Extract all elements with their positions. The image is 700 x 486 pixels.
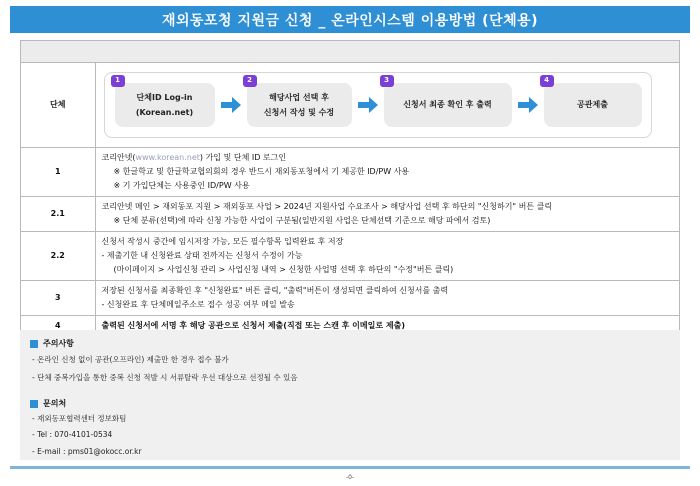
flow-step-2 — [247, 76, 352, 127]
flow-step-4 — [544, 76, 642, 127]
step-badge: 1 — [111, 75, 125, 87]
flow-step-text: 해당사업 선택 후 — [269, 92, 329, 102]
row-content — [95, 280, 679, 315]
row-line — [102, 151, 674, 165]
page-title-text: 재외동포청 지원금 신청 _ 온라인시스템 이용방법 (단체용) — [161, 12, 539, 29]
row-line: (마이페이지 > 사업신청 관리 > 사업신청 내역 > 신청한 사업명 선택 후 하단의 "수정"버튼 클릭) — [113, 264, 454, 274]
contact-heading — [30, 398, 66, 409]
row-line: - 제출기한 내 신청완료 상태 전까지는 신청서 수정이 가능 — [101, 250, 303, 260]
flow-step-text: (Korean.net) — [135, 107, 194, 117]
row-line: ※ 단체 분류(선택)에 따라 신청 가능한 사업이 구분됨(일반지원 사업은 단체선택 기준으로 해당 파에서 검토) — [113, 215, 491, 225]
table-row — [21, 147, 679, 196]
square-bullet-icon — [30, 340, 38, 348]
row-number: 1 — [21, 147, 95, 196]
caution-heading — [30, 338, 74, 349]
step-badge: 4 — [540, 75, 554, 87]
contact-line: - 재외동포협력센터 정보화팀 — [32, 414, 127, 423]
step-badge: 2 — [243, 75, 257, 87]
caution-line: - 온라인 신청 없이 공관(오프라인) 제출만 한 경우 접수 불가 — [32, 355, 229, 364]
square-bullet-icon — [30, 400, 38, 408]
row-number: 2.1 — [21, 196, 95, 231]
row-number: 3 — [21, 280, 95, 315]
row-line: 저장된 신청서를 최종확인 후 "신청완료" 버튼 클릭, "출력"버튼이 생성되면 클릭하여 신청서를 출력 — [101, 285, 449, 295]
flow-step-text: 신청서 최종 확인 후 출력 — [403, 100, 492, 110]
contact-title: 문의처 — [43, 399, 67, 408]
step-badge: 3 — [380, 75, 394, 87]
steps-table — [21, 63, 679, 337]
row-number: 4 — [21, 315, 95, 336]
frame-header-strip — [21, 41, 679, 63]
contact-phone: - Tel : 070-4101-0534 — [32, 430, 113, 439]
caution-line: - 단체 중복가입을 통한 중복 신청 적발 시 서류탈락 우선 대상으로 선정될 수 있음 — [32, 373, 298, 382]
row-content — [95, 147, 679, 196]
koreannet-link[interactable]: www.korean.net — [135, 152, 200, 162]
flow-step-text: 단체ID Log-in — [136, 92, 193, 102]
flow-step-1 — [115, 76, 215, 127]
flow-diagram — [104, 72, 652, 138]
table-row — [21, 280, 679, 315]
notes-panel — [20, 330, 680, 460]
flow-step-text: 신청서 작성 및 수정 — [263, 107, 335, 117]
row-line: 코리안넷 메인 > 재외동포 지원 > 재외동포 사업 > 2024년 지원사업 수요조사 > 해당사업 선택 후 하단의 "신청하기" 버튼 클릭 — [101, 201, 553, 211]
bottom-divider — [10, 466, 690, 469]
table-row — [21, 231, 679, 280]
flow-row — [21, 63, 679, 147]
caution-title: 주의사항 — [43, 339, 74, 348]
row-line: 출력된 신청서에 서명 후 해당 공관으로 신청서 제출(직접 또는 스캔 후 이메일로 제출) — [101, 320, 405, 330]
table-row — [21, 196, 679, 231]
row-text: 코리안넷( — [101, 152, 136, 162]
flow-cell — [95, 63, 679, 147]
flow-row-label: 단체 — [21, 63, 95, 147]
contact-email[interactable]: - E-mail : pms01@okocc.or.kr — [32, 447, 142, 456]
row-line: ※ 기 가입단체는 사용중인 ID/PW 사용 — [113, 180, 250, 190]
arrow-right-icon — [220, 83, 242, 127]
row-number: 2.2 — [21, 231, 95, 280]
row-text: ) 가입 및 단체 ID 로그인 — [199, 152, 287, 162]
page-number: -0- — [345, 474, 355, 481]
row-content — [95, 231, 679, 280]
row-line: ※ 한글학교 및 한글학교협의회의 경우 반드시 재외동포청에서 기 제공한 ID/PW 사용 — [113, 166, 410, 176]
row-line: 신청서 작성시 중간에 임시저장 가능, 모든 필수항목 입력완료 후 저장 — [101, 236, 344, 246]
row-line: - 신청완료 후 단체메일주소로 접수 성공 여부 메일 발송 — [101, 299, 295, 309]
flow-step-text: 공관제출 — [577, 100, 608, 110]
row-content — [95, 196, 679, 231]
page-title — [10, 6, 690, 33]
flow-step-3 — [384, 76, 512, 127]
arrow-right-icon — [357, 83, 379, 127]
arrow-right-icon — [517, 83, 539, 127]
